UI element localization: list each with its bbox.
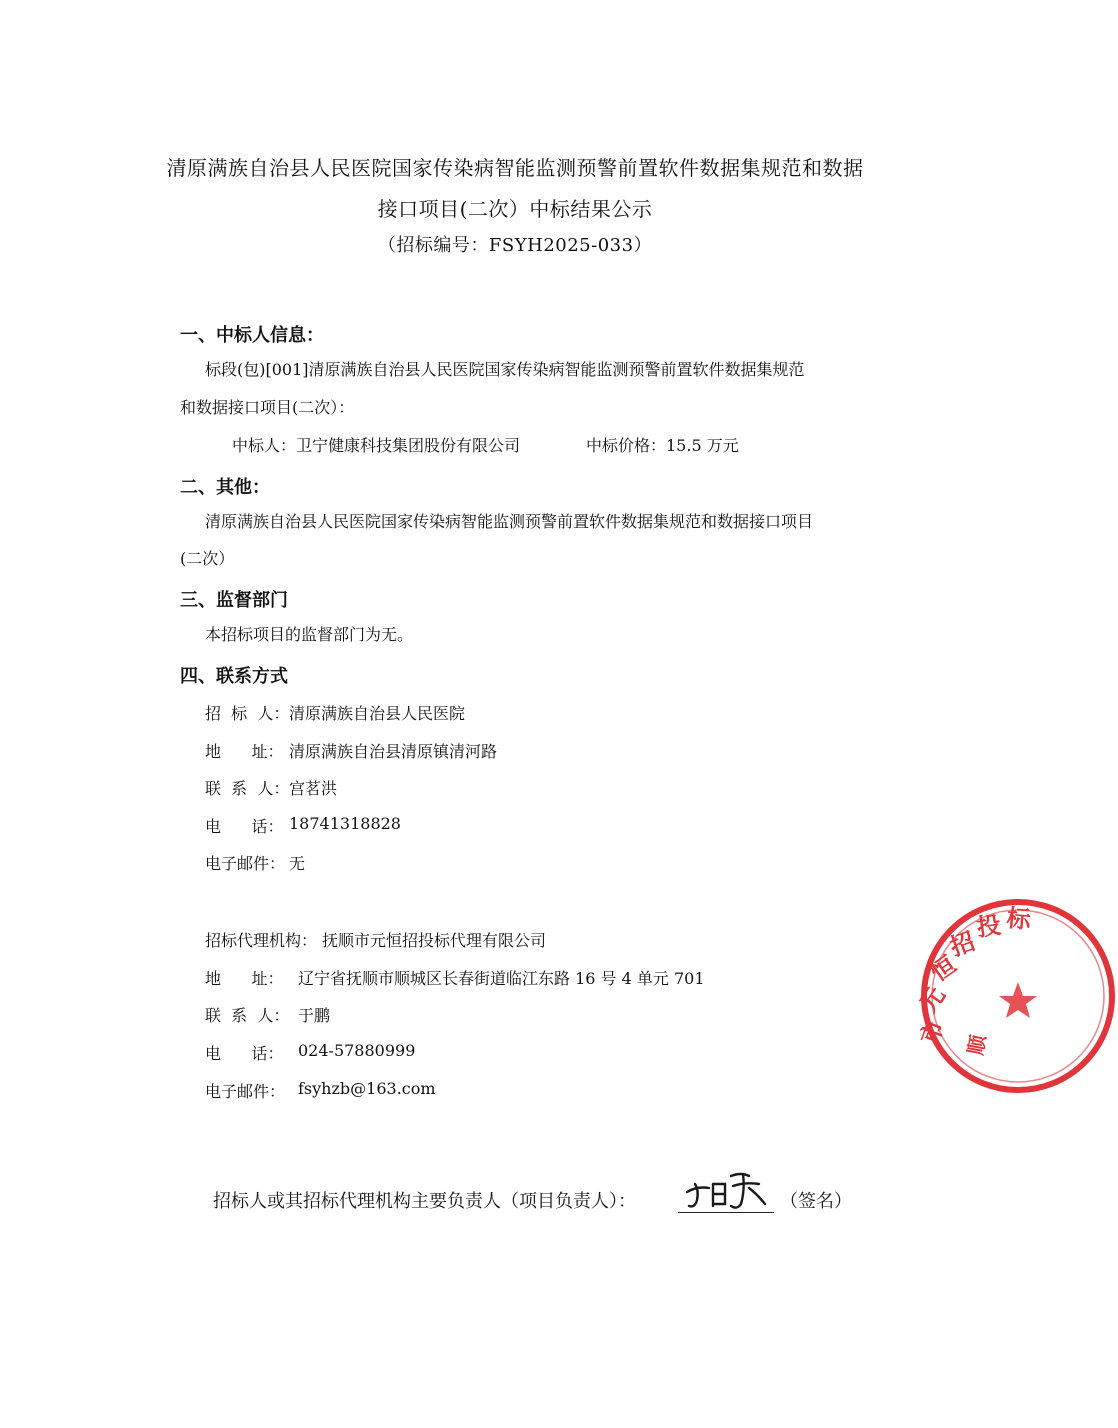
handwritten-signature bbox=[683, 1166, 771, 1214]
section3-heading: 三、监督部门 bbox=[180, 590, 288, 611]
tenderer-contact-label: 联 系 人： bbox=[205, 779, 290, 798]
agency-contact-label: 联 系 人： bbox=[205, 1006, 290, 1025]
document-title-line2: 接口项目(二次）中标结果公示 bbox=[377, 197, 653, 221]
tenderer-email-label: 电子邮件： bbox=[205, 854, 286, 873]
tenderer-value: 清原满族自治县人民医院 bbox=[289, 704, 466, 723]
tender-number: （招标编号：FSYH2025-033） bbox=[377, 235, 653, 256]
agency-value: 抚顺市元恒招投标代理有限公司 bbox=[322, 931, 547, 950]
tenderer-contact-value: 宫茗洪 bbox=[289, 779, 338, 798]
agency-phone-value: 024-57880999 bbox=[298, 1041, 416, 1060]
section1-para-line1: 标段(包)[001]清原满族自治县人民医院国家传染病智能监测预警前置软件数据集规范 bbox=[205, 360, 805, 379]
section2-para-line2: (二次） bbox=[180, 549, 235, 568]
section3-para: 本招标项目的监督部门为无。 bbox=[205, 625, 414, 644]
official-seal-stamp bbox=[913, 896, 1118, 1096]
section4-heading: 四、联系方式 bbox=[180, 666, 288, 687]
tenderer-phone-value: 18741318828 bbox=[289, 814, 401, 833]
tenderer-address-value: 清原满族自治县清原镇清河路 bbox=[289, 742, 498, 761]
section2-para-line1: 清原满族自治县人民医院国家传染病智能监测预警前置软件数据集规范和数据接口项目 bbox=[205, 512, 814, 531]
document-title-line1: 清原满族自治县人民医院国家传染病智能监测预警前置软件数据集规范和数据 bbox=[166, 156, 864, 180]
section1-heading: 一、中标人信息： bbox=[180, 325, 324, 346]
agency-address-label: 地 址： bbox=[205, 969, 284, 988]
winner-name: 中标人：卫宁健康科技集团股份有限公司 bbox=[232, 436, 521, 455]
svg-text:标: 标 bbox=[1005, 903, 1032, 935]
agency-contact-value: 于鹏 bbox=[298, 1006, 331, 1025]
svg-text:元: 元 bbox=[913, 981, 951, 1018]
svg-text:顺: 顺 bbox=[963, 1033, 991, 1057]
agency-phone-label: 电 话： bbox=[205, 1044, 284, 1063]
tenderer-email-value: 无 bbox=[289, 854, 306, 873]
svg-text:投: 投 bbox=[974, 909, 1003, 942]
sign-suffix: （签名） bbox=[780, 1191, 852, 1212]
agency-email-value: fsyhzb@163.com bbox=[298, 1079, 436, 1098]
winning-price: 中标价格：15.5 万元 bbox=[586, 436, 739, 455]
tenderer-phone-label: 电 话： bbox=[205, 817, 284, 836]
agency-address-value: 辽宁省抚顺市顺城区长春街道临江东路 16 号 4 单元 701 bbox=[298, 969, 705, 988]
tenderer-label: 招 标 人： bbox=[205, 704, 290, 723]
signer-label: 招标人或其招标代理机构主要负责人（项目负责人）： bbox=[213, 1191, 636, 1212]
agency-label: 招标代理机构： bbox=[205, 931, 318, 950]
tenderer-address-label: 地 址： bbox=[205, 742, 284, 761]
section1-para-line2: 和数据接口项目(二次）： bbox=[180, 398, 355, 417]
agency-email-label: 电子邮件： bbox=[205, 1082, 286, 1101]
section2-heading: 二、其他： bbox=[180, 477, 270, 498]
svg-text:招: 招 bbox=[946, 926, 979, 962]
svg-text:恒: 恒 bbox=[924, 949, 962, 987]
svg-text:市: 市 bbox=[914, 1015, 950, 1049]
